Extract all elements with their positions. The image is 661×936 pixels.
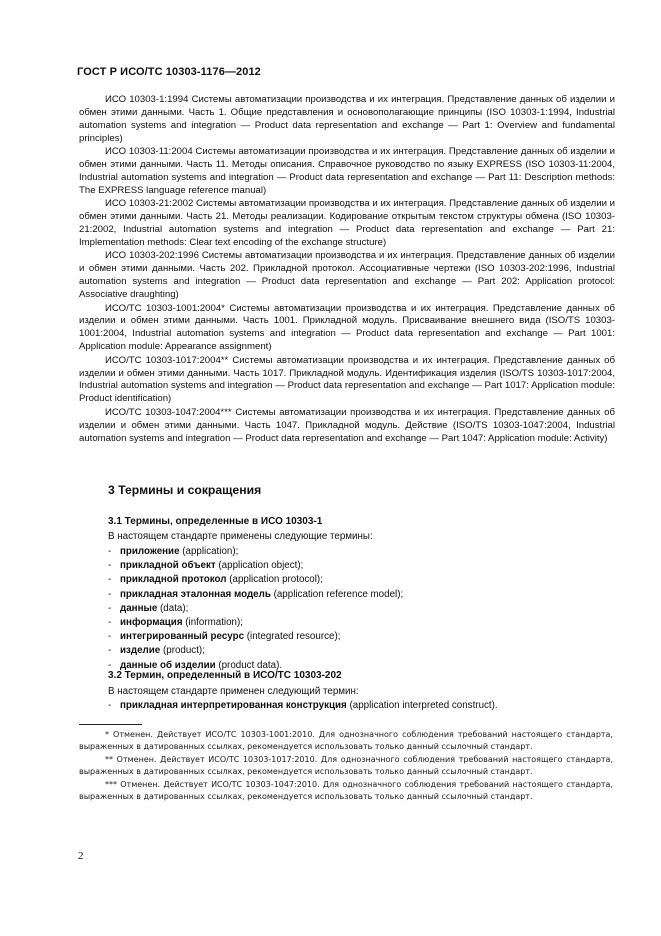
page-number: 2 <box>78 850 84 862</box>
list-item <box>108 573 403 587</box>
list-dash: - <box>108 574 112 586</box>
term-en: (application); <box>179 546 239 557</box>
term-ru: прикладная интерпретированная конструкция <box>120 700 347 711</box>
term-ru: информация <box>120 617 183 629</box>
term-ru: прикладной объект <box>120 560 216 572</box>
list-dash: - <box>108 631 112 643</box>
term-en: (application interpreted construct). <box>346 700 498 711</box>
term-list <box>108 545 403 673</box>
reference-item: ИСО 10303-21:2002 Системы автоматизации производства и их интеграция. Представление данных об изделии и обмен этими данными. Часть 21. Методы реализации. Кодирование открытым текстом структуры обмена (ISO 10303-21:2002, Industrial automation systems and integration — Product data representation and exchange — Part 21: Implementation methods: Clear text encoding of the exchange structure) <box>79 198 615 248</box>
document-header: ГОСТ Р ИСО/ТС 10303-1176—2012 <box>77 66 261 78</box>
list-item <box>108 644 403 658</box>
reference-item: ИСО 10303-11:2004 Системы автоматизации производства и их интеграция. Представление данных об изделии и обмен этими данными. Часть 11. Методы описания. Справочное руководство по языку EXPRESS (ISO 10303-11:2004, Industrial automation systems and integration — Product data representation and exchange — Part 11: Description methods: The EXPRESS language reference manual) <box>79 146 615 196</box>
reference-item: ИСО/ТС 10303-1047:2004*** Системы автоматизации производства и их интеграция. Представление данных об изделии и обмен этими данными. Часть 1047. Прикладной модуль. Действие (ISO/TS 10303-1047:2004, Industrial automation systems and integration — Product data representation and exchange — Part 1047: Application module: Activity) <box>79 406 615 444</box>
footnote-separator <box>79 724 142 725</box>
footnote: * Отменен. Действует ИСО/ТС 10303-1001:2010. Для однозначного соблюдения требований настоящего стандарта, выраженных в датированных ссылках, рекомендуется использовать только данный ссылочный стандарт. <box>79 730 613 751</box>
term-ru: приложение <box>120 546 180 557</box>
term-ru: прикладной протокол <box>120 574 227 586</box>
subsection-3-1-intro: В настоящем стандарте применены следующие термины: <box>108 531 373 542</box>
normative-references <box>79 94 615 446</box>
term-en: (data); <box>157 602 189 614</box>
list-dash: - <box>108 560 112 572</box>
list-item <box>108 616 403 630</box>
list-dash: - <box>108 546 112 557</box>
term-en: (product data). <box>215 659 283 671</box>
list-dash: - <box>108 700 112 711</box>
list-item <box>108 602 403 616</box>
term-en: (product); <box>160 645 205 657</box>
reference-item: ИСО 10303-202:1996 Системы автоматизации производства и их интеграция. Представление данных об изделии и обмен этими данными. Часть 202. Прикладной протокол. Ассоциативные чертежи (ISO 10303-202:1996, Industrial automation systems and integration — Product data representation and exchange — Part 202: Application protocol: Associative draughting) <box>79 250 615 301</box>
list-item <box>108 545 403 559</box>
list-dash: - <box>108 588 112 600</box>
list-dash: - <box>108 645 112 657</box>
reference-item: ИСО/ТС 10303-1001:2004* Системы автоматизации производства и их интеграция. Представление данных об изделии и обмен этими данными. Часть 1001. Прикладной модуль. Присваивание внешнего вида (ISO/TS 10303-1001:2004, Industrial automation systems and integration — Product data representation and exchange — Part 1001: Application module: Appearance assignment) <box>79 302 615 353</box>
subsection-3-1-heading: 3.1 Термины, определенные в ИСО 10303-1 <box>108 516 323 527</box>
term-en: (information); <box>182 617 243 629</box>
subsection-3-2-intro: В настоящем стандарте применен следующий термин: <box>108 686 359 697</box>
term-en: (application object); <box>215 560 304 572</box>
list-dash: - <box>108 602 112 614</box>
term-ru: данные <box>120 602 158 614</box>
footnote: ** Отменен. Действует ИСО/ТС 10303-1017:2010. Для однозначного соблюдения требований настоящего стандарта, выраженных в датированных ссылках, рекомендуется использовать только данный ссылочный стандарт. <box>79 755 613 776</box>
term-ru: изделие <box>120 645 161 657</box>
term-en: (integrated resource); <box>244 631 341 643</box>
term-en: (application reference model); <box>270 588 404 600</box>
list-item <box>108 588 403 602</box>
list-dash: - <box>108 617 112 629</box>
section-3-heading: 3 Термины и сокращения <box>108 483 262 497</box>
list-item <box>108 700 498 711</box>
term-ru: прикладная эталонная модель <box>120 588 271 600</box>
footnote: *** Отменен. Действует ИСО/ТС 10303-1047:2010. Для однозначного соблюдения требований настоящего стандарта, выраженных в датированных ссылках, рекомендуется использовать только данный ссылочный стандарт. <box>79 780 613 801</box>
reference-item: ИСО 10303-1:1994 Системы автоматизации производства и их интеграция. Представление данных об изделии и обмен этими данными. Часть 1. Общие представления и основополагающие принципы (ISO 10303-1:1994, Industrial automation systems and integration — Product data representation and exchange — Part 1: Overview and fundamental principles) <box>79 94 615 144</box>
list-dash: - <box>108 659 112 671</box>
term-ru: интегрированный ресурс <box>120 631 245 643</box>
term-ru: данные об изделии <box>120 659 216 671</box>
footnotes <box>79 729 613 804</box>
list-item <box>108 559 403 573</box>
list-item <box>108 630 403 644</box>
subsection-3-2-heading: 3.2 Термин, определенный в ИСО/ТС 10303-202 <box>108 670 342 681</box>
term-en: (application protocol); <box>226 574 323 586</box>
reference-item: ИСО/ТС 10303-1017:2004** Системы автоматизации производства и их интеграция. Представление данных об изделии и обмен этими данными. Часть 1017. Прикладной модуль. Идентификация изделия (ISO/TS 10303-1017:2004, Industrial automation systems and integration — Product data representation and exchange — Part 1017: Application module: Product identification) <box>79 354 615 405</box>
